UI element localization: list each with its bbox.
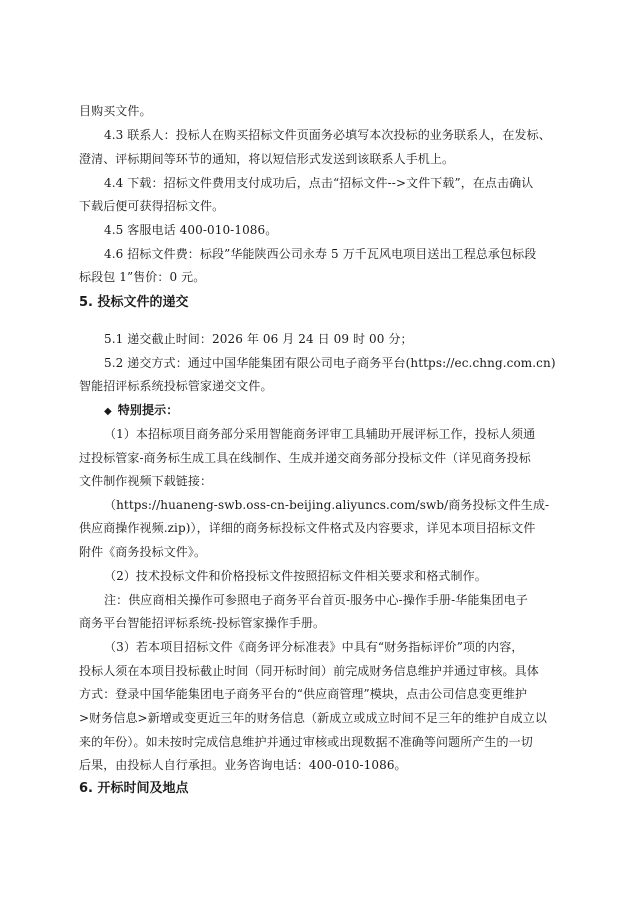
paragraph-line: 4.5 客服电话 400-010-1086。	[104, 223, 278, 237]
section-heading-6: 6. 开标时间及地点	[79, 781, 189, 796]
paragraph-line: 4.6 招标文件费：标段”华能陕西公司永寿 5 万千瓦风电项目送出工程总承包标段	[104, 247, 537, 261]
paragraph-line: 商务平台智能招评标系统-投标管家操作手册。	[79, 616, 326, 630]
paragraph-line: 来的年份）。如未按时完成信息维护并通过审核或出现数据不准确等问题所产生的一切	[79, 735, 533, 749]
special-notice-title	[104, 402, 178, 420]
paragraph-line: 标段包 1”售价：0 元。	[79, 270, 206, 284]
paragraph-line: 投标人须在本项目投标截止时间（同开标时间）前完成财务信息维护并通过审核。具体	[79, 664, 539, 678]
paragraph-line: 澄清、评标期间等环节的通知，将以短信形式发送到该联系人手机上。	[79, 152, 455, 166]
paragraph-line: 供应商操作视频.zip)），详细的商务标投标文件格式及内容要求，详见本项目招标文件	[79, 521, 536, 535]
paragraph-line: 注：供应商相关操作可参照电子商务平台首页-服务中心-操作手册-华能集团电子	[104, 593, 528, 607]
section-heading-5: 5. 投标文件的递交	[79, 295, 189, 310]
paragraph-line: 方式：登录中国华能集团电子商务平台的“供应商管理”模块，点击公司信息变更维护	[79, 687, 528, 701]
paragraph-line: （https://huaneng-swb.oss-cn-beijing.aliyuncs.com/swb/商务投标文件生成-	[104, 498, 550, 512]
paragraph-line: 5.2 递交方式：通过中国华能集团有限公司电子商务平台(https://ec.chng.com.cn)	[104, 356, 556, 370]
paragraph-line: 4.4 下载：招标文件费用支付成功后，点击“招标文件-->文件下载”，在点击确认	[104, 176, 534, 190]
paragraph-line: 附件《商务投标文件》。	[79, 545, 207, 559]
paragraph-line: （3）若本项目招标文件《商务评分标准表》中具有“财务指标评价”项的内容，	[104, 640, 524, 654]
special-notice-label: 特别提示：	[117, 403, 179, 417]
paragraph-line: 后果，由投标人自行承担。业务咨询电话：400-010-1086。	[79, 758, 407, 772]
paragraph-line: 4.3 联系人：投标人在购买招标文件页面务必填写本次投标的业务联系人，在发标、	[104, 128, 551, 142]
paragraph-line: 下载后便可获得招标文件。	[79, 199, 225, 213]
paragraph-line: 过投标管家-商务标生成工具在线制作、生成并递交商务部分投标文件（详见商务投标	[79, 451, 531, 465]
paragraph-line: 5.1 递交截止时间：2026 年 06 月 24 日 09 时 00 分；	[104, 332, 413, 346]
paragraph-line: 智能招评标系统投标管家递交文件。	[79, 379, 273, 393]
paragraph-line: （1）本招标项目商务部分采用智能商务评审工具辅助开展评标工作，投标人须通	[104, 427, 536, 441]
black-diamond-icon: ◆	[104, 406, 112, 417]
paragraph-line: （2）技术投标文件和价格投标文件按照招标文件相关要求和格式制作。	[104, 569, 487, 583]
paragraph-line: >财务信息>新增或变更近三年的财务信息（新成立或成立时间不足三年的维护自成立以	[79, 711, 548, 725]
paragraph-line: 文件制作视频下载链接：	[79, 474, 213, 488]
paragraph-line: 目购买文件。	[79, 104, 152, 118]
